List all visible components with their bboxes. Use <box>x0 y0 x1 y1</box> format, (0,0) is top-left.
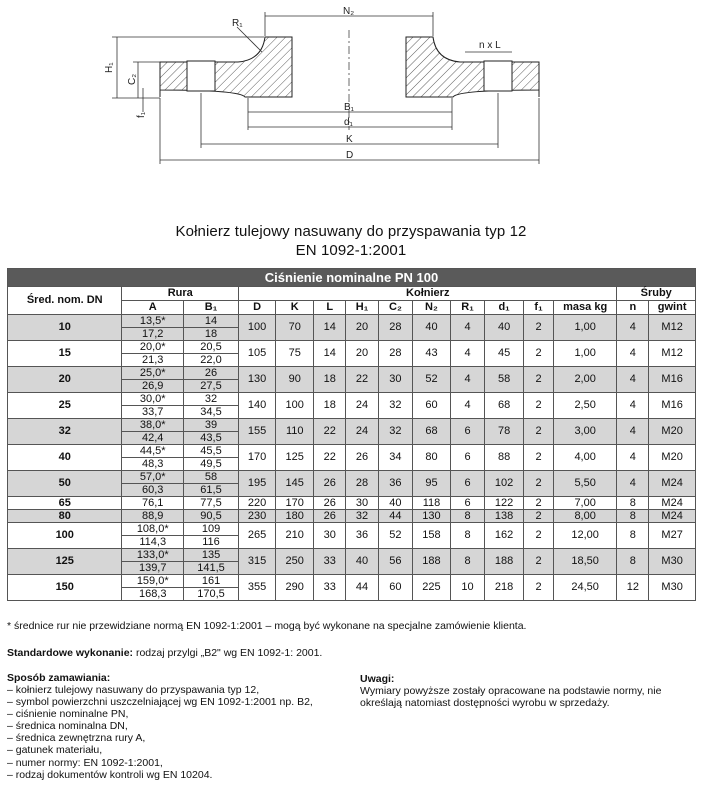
cell-K: 100 <box>276 393 314 419</box>
table-body <box>8 315 696 601</box>
col-n-header: n <box>617 301 649 315</box>
cell-R1: 8 <box>451 510 485 523</box>
cell-K: 125 <box>276 445 314 471</box>
page-title: Kołnierz tulejowy nasuwany do przyspawania typ 12 <box>175 223 527 240</box>
cell-n: 8 <box>617 510 649 523</box>
label-f1: f₁ <box>136 111 147 118</box>
cell-C2: 32 <box>378 419 412 445</box>
cell-B1: 141,5 <box>183 562 238 575</box>
cell-L: 26 <box>314 510 346 523</box>
cell-B1: 43,5 <box>183 432 238 445</box>
cell-R1: 8 <box>451 549 485 575</box>
cell-dn: 40 <box>8 445 122 471</box>
cell-B1: 39 <box>183 419 238 432</box>
cell-f1: 2 <box>524 445 554 471</box>
cell-d1: 122 <box>484 497 523 510</box>
cell-f1: 2 <box>524 471 554 497</box>
col-R1-header: R₁ <box>451 301 485 315</box>
cell-f1: 2 <box>524 523 554 549</box>
cell-R1: 6 <box>451 419 485 445</box>
group-kolnierz-header: Kołnierz <box>239 287 617 301</box>
cell-n: 4 <box>617 445 649 471</box>
cell-K: 145 <box>276 471 314 497</box>
flange-drawing <box>0 0 702 215</box>
col-dn-header: Śred. nom. DN <box>8 287 122 315</box>
cell-f1: 2 <box>524 341 554 367</box>
cell-H1: 28 <box>346 471 379 497</box>
cell-N2: 43 <box>412 341 450 367</box>
table-row <box>8 497 696 510</box>
cell-B1: 161 <box>183 575 238 588</box>
table-row <box>8 510 696 523</box>
cell-A: 139,7 <box>122 562 183 575</box>
col-d1-header: d₁ <box>484 301 523 315</box>
cell-n: 8 <box>617 523 649 549</box>
cell-D: 315 <box>239 549 276 575</box>
cell-B1: 61,5 <box>183 484 238 497</box>
standard-text: rodzaj przylgi „B2" wg EN 1092-1: 2001. <box>133 647 323 659</box>
cell-A: 60,3 <box>122 484 183 497</box>
cell-N2: 68 <box>412 419 450 445</box>
standard-label: Standardowe wykonanie: <box>7 647 134 659</box>
cell-N2: 188 <box>412 549 450 575</box>
cell-gwint: M30 <box>649 575 696 601</box>
col-B1-header: B₁ <box>183 301 238 315</box>
cell-R1: 4 <box>451 367 485 393</box>
bolt-hole-right <box>484 61 512 91</box>
cell-H1: 20 <box>346 341 379 367</box>
cell-masa: 8,00 <box>553 510 617 523</box>
cell-D: 220 <box>239 497 276 510</box>
cell-masa: 2,00 <box>553 367 617 393</box>
cell-H1: 36 <box>346 523 379 549</box>
cell-N2: 158 <box>412 523 450 549</box>
cell-n: 4 <box>617 341 649 367</box>
cell-masa: 1,00 <box>553 315 617 341</box>
table-row <box>8 393 696 406</box>
cell-L: 18 <box>314 367 346 393</box>
cell-D: 155 <box>239 419 276 445</box>
cell-n: 4 <box>617 471 649 497</box>
cell-B1: 32 <box>183 393 238 406</box>
cell-K: 70 <box>276 315 314 341</box>
cell-C2: 36 <box>378 471 412 497</box>
cell-d1: 45 <box>484 341 523 367</box>
cell-n: 8 <box>617 497 649 510</box>
group-sruby-header: Śruby <box>617 287 696 301</box>
dimensions-table <box>7 268 696 601</box>
cell-N2: 80 <box>412 445 450 471</box>
cell-B1: 27,5 <box>183 380 238 393</box>
cell-C2: 28 <box>378 341 412 367</box>
cell-L: 33 <box>314 549 346 575</box>
flange-section-right <box>406 37 539 97</box>
cell-f1: 2 <box>524 367 554 393</box>
page-subtitle: EN 1092-1:2001 <box>295 242 407 259</box>
label-H1: H₁ <box>104 62 115 73</box>
cell-f1: 2 <box>524 575 554 601</box>
cell-H1: 44 <box>346 575 379 601</box>
cell-gwint: M27 <box>649 523 696 549</box>
cell-L: 14 <box>314 341 346 367</box>
cell-dn: 32 <box>8 419 122 445</box>
cell-H1: 30 <box>346 497 379 510</box>
cell-H1: 24 <box>346 393 379 419</box>
cell-d1: 218 <box>484 575 523 601</box>
flange-section-left <box>160 37 292 97</box>
order-heading: Sposób zamawiania: <box>7 672 111 684</box>
cell-n: 4 <box>617 419 649 445</box>
cell-masa: 7,00 <box>553 497 617 510</box>
cell-B1: 45,5 <box>183 445 238 458</box>
col-C2-header: C₂ <box>378 301 412 315</box>
cell-A: 44,5* <box>122 445 183 458</box>
bolt-hole-left <box>187 61 215 91</box>
cell-dn: 65 <box>8 497 122 510</box>
cell-N2: 118 <box>412 497 450 510</box>
cell-B1: 170,5 <box>183 588 238 601</box>
cell-R1: 8 <box>451 523 485 549</box>
cell-masa: 5,50 <box>553 471 617 497</box>
cell-R1: 4 <box>451 315 485 341</box>
cell-gwint: M24 <box>649 510 696 523</box>
cell-L: 22 <box>314 419 346 445</box>
cell-B1: 22,0 <box>183 354 238 367</box>
cell-N2: 40 <box>412 315 450 341</box>
cell-dn: 100 <box>8 523 122 549</box>
cell-D: 130 <box>239 367 276 393</box>
cell-L: 26 <box>314 471 346 497</box>
table-row <box>8 575 696 588</box>
cell-d1: 162 <box>484 523 523 549</box>
col-N2-header: N₂ <box>412 301 450 315</box>
pressure-banner: Ciśnienie nominalne PN 100 <box>8 269 696 287</box>
cell-A: 30,0* <box>122 393 183 406</box>
cell-A: 20,0* <box>122 341 183 354</box>
label-N2: N₂ <box>343 6 355 17</box>
cell-L: 30 <box>314 523 346 549</box>
col-gwint-header: gwint <box>649 301 696 315</box>
label-K: K <box>346 134 353 145</box>
order-list-item: – symbol powierzchni uszczelniającej wg EN 1092-1:2001 np. B2, <box>7 696 313 709</box>
cell-K: 75 <box>276 341 314 367</box>
cell-gwint: M24 <box>649 497 696 510</box>
cell-masa: 3,00 <box>553 419 617 445</box>
order-list-item: – numer normy: EN 1092-1:2001, <box>7 756 163 769</box>
cell-K: 180 <box>276 510 314 523</box>
col-K-header: K <box>276 301 314 315</box>
cell-L: 18 <box>314 393 346 419</box>
cell-f1: 2 <box>524 419 554 445</box>
cell-f1: 2 <box>524 510 554 523</box>
cell-N2: 130 <box>412 510 450 523</box>
cell-C2: 60 <box>378 575 412 601</box>
cell-f1: 2 <box>524 393 554 419</box>
cell-d1: 68 <box>484 393 523 419</box>
order-list-item: – gatunek materiału, <box>7 744 103 757</box>
table-row <box>8 523 696 536</box>
cell-A: 133,0* <box>122 549 183 562</box>
cell-A: 33,7 <box>122 406 183 419</box>
cell-dn: 15 <box>8 341 122 367</box>
cell-B1: 116 <box>183 536 238 549</box>
cell-gwint: M12 <box>649 341 696 367</box>
col-f1-header: f₁ <box>524 301 554 315</box>
order-list-item: – rodzaj dokumentów kontroli wg EN 10204. <box>7 768 213 781</box>
cell-C2: 34 <box>378 445 412 471</box>
cell-masa: 12,00 <box>553 523 617 549</box>
cell-dn: 20 <box>8 367 122 393</box>
cell-A: 88,9 <box>122 510 183 523</box>
cell-R1: 4 <box>451 341 485 367</box>
cell-A: 42,4 <box>122 432 183 445</box>
cell-N2: 225 <box>412 575 450 601</box>
cell-A: 76,1 <box>122 497 183 510</box>
cell-R1: 10 <box>451 575 485 601</box>
cell-A: 17,2 <box>122 328 183 341</box>
table-row <box>8 367 696 380</box>
cell-d1: 138 <box>484 510 523 523</box>
cell-gwint: M16 <box>649 393 696 419</box>
order-list-item: – kołnierz tulejowy nasuwany do przyspawania typ 12, <box>7 684 260 696</box>
cell-C2: 30 <box>378 367 412 393</box>
order-list <box>7 684 313 781</box>
col-H1-header: H₁ <box>346 301 379 315</box>
cell-K: 250 <box>276 549 314 575</box>
cell-R1: 6 <box>451 445 485 471</box>
cell-gwint: M16 <box>649 367 696 393</box>
cell-L: 14 <box>314 315 346 341</box>
cell-dn: 80 <box>8 510 122 523</box>
label-nxL: n x L <box>479 40 501 51</box>
cell-H1: 26 <box>346 445 379 471</box>
cell-N2: 52 <box>412 367 450 393</box>
cell-A: 57,0* <box>122 471 183 484</box>
cell-K: 210 <box>276 523 314 549</box>
cell-A: 108,0* <box>122 523 183 536</box>
cell-R1: 6 <box>451 471 485 497</box>
cell-D: 170 <box>239 445 276 471</box>
cell-C2: 28 <box>378 315 412 341</box>
cell-A: 13,5* <box>122 315 183 328</box>
col-D-header: D <box>239 301 276 315</box>
cell-dn: 25 <box>8 393 122 419</box>
cell-D: 265 <box>239 523 276 549</box>
standard-execution <box>7 647 322 659</box>
label-d1: d₁ <box>344 117 353 128</box>
cell-A: 25,0* <box>122 367 183 380</box>
order-list-item: – ciśnienie nominalne PN, <box>7 708 129 721</box>
cell-dn: 50 <box>8 471 122 497</box>
cell-C2: 56 <box>378 549 412 575</box>
table-row <box>8 315 696 328</box>
cell-dn: 125 <box>8 549 122 575</box>
cell-N2: 95 <box>412 471 450 497</box>
table-row <box>8 445 696 458</box>
cell-A: 159,0* <box>122 575 183 588</box>
cell-D: 195 <box>239 471 276 497</box>
cell-H1: 32 <box>346 510 379 523</box>
cell-d1: 88 <box>484 445 523 471</box>
order-list-item: – średnica nominalna DN, <box>7 720 128 733</box>
cell-C2: 32 <box>378 393 412 419</box>
col-A-header: A <box>122 301 183 315</box>
cell-B1: 58 <box>183 471 238 484</box>
table-row <box>8 419 696 432</box>
cell-H1: 24 <box>346 419 379 445</box>
cell-masa: 2,50 <box>553 393 617 419</box>
cell-C2: 52 <box>378 523 412 549</box>
cell-L: 33 <box>314 575 346 601</box>
cell-gwint: M12 <box>649 315 696 341</box>
cell-d1: 40 <box>484 315 523 341</box>
cell-B1: 26 <box>183 367 238 380</box>
cell-B1: 90,5 <box>183 510 238 523</box>
footnote: * średnice rur nie przewidziane normą EN 1092-1:2001 – mogą być wykonane na specjalne zamówienie klienta. <box>7 620 527 632</box>
cell-A: 38,0* <box>122 419 183 432</box>
cell-L: 26 <box>314 497 346 510</box>
cell-D: 100 <box>239 315 276 341</box>
cell-N2: 60 <box>412 393 450 419</box>
cell-R1: 4 <box>451 393 485 419</box>
cell-f1: 2 <box>524 549 554 575</box>
cell-A: 26,9 <box>122 380 183 393</box>
cell-K: 110 <box>276 419 314 445</box>
cell-C2: 40 <box>378 497 412 510</box>
cell-L: 22 <box>314 445 346 471</box>
table-row <box>8 471 696 484</box>
cell-f1: 2 <box>524 315 554 341</box>
cell-R1: 6 <box>451 497 485 510</box>
cell-gwint: M30 <box>649 549 696 575</box>
cell-B1: 20,5 <box>183 341 238 354</box>
cell-K: 290 <box>276 575 314 601</box>
cell-masa: 18,50 <box>553 549 617 575</box>
cell-D: 230 <box>239 510 276 523</box>
cell-f1: 2 <box>524 497 554 510</box>
cell-B1: 18 <box>183 328 238 341</box>
cell-B1: 109 <box>183 523 238 536</box>
cell-masa: 1,00 <box>553 341 617 367</box>
cell-D: 140 <box>239 393 276 419</box>
cell-n: 8 <box>617 549 649 575</box>
cell-d1: 78 <box>484 419 523 445</box>
cell-A: 114,3 <box>122 536 183 549</box>
label-B1: B₁ <box>344 102 355 113</box>
cell-dn: 10 <box>8 315 122 341</box>
cell-B1: 135 <box>183 549 238 562</box>
col-masa-header: masa kg <box>553 301 617 315</box>
cell-B1: 34,5 <box>183 406 238 419</box>
cell-B1: 77,5 <box>183 497 238 510</box>
cell-gwint: M24 <box>649 471 696 497</box>
cell-n: 4 <box>617 367 649 393</box>
cell-D: 105 <box>239 341 276 367</box>
cell-d1: 188 <box>484 549 523 575</box>
label-D: D <box>346 150 354 161</box>
cell-d1: 102 <box>484 471 523 497</box>
table-row <box>8 549 696 562</box>
cell-masa: 4,00 <box>553 445 617 471</box>
cell-H1: 22 <box>346 367 379 393</box>
col-L-header: L <box>314 301 346 315</box>
cell-A: 168,3 <box>122 588 183 601</box>
cell-gwint: M20 <box>649 419 696 445</box>
cell-dn: 150 <box>8 575 122 601</box>
cell-A: 48,3 <box>122 458 183 471</box>
label-R1: R₁ <box>232 18 243 29</box>
order-list-item: – średnica zewnętrzna rury A, <box>7 732 146 745</box>
cell-H1: 40 <box>346 549 379 575</box>
cell-masa: 24,50 <box>553 575 617 601</box>
cell-n: 4 <box>617 315 649 341</box>
cell-n: 4 <box>617 393 649 419</box>
cell-n: 12 <box>617 575 649 601</box>
cell-H1: 20 <box>346 315 379 341</box>
remarks-text: Wymiary powyższe zostały opracowane na podstawie normy, nie określają natomiast dostępności wyrobu w sprzedaży. <box>360 685 662 710</box>
cell-D: 355 <box>239 575 276 601</box>
cell-C2: 44 <box>378 510 412 523</box>
cell-B1: 49,5 <box>183 458 238 471</box>
cell-A: 21,3 <box>122 354 183 367</box>
cell-B1: 14 <box>183 315 238 328</box>
cell-K: 90 <box>276 367 314 393</box>
remarks-heading: Uwagi: <box>360 673 395 685</box>
cell-K: 170 <box>276 497 314 510</box>
cell-gwint: M20 <box>649 445 696 471</box>
label-C2: C₂ <box>127 73 138 85</box>
group-rura-header: Rura <box>122 287 239 301</box>
table-row <box>8 341 696 354</box>
cell-d1: 58 <box>484 367 523 393</box>
